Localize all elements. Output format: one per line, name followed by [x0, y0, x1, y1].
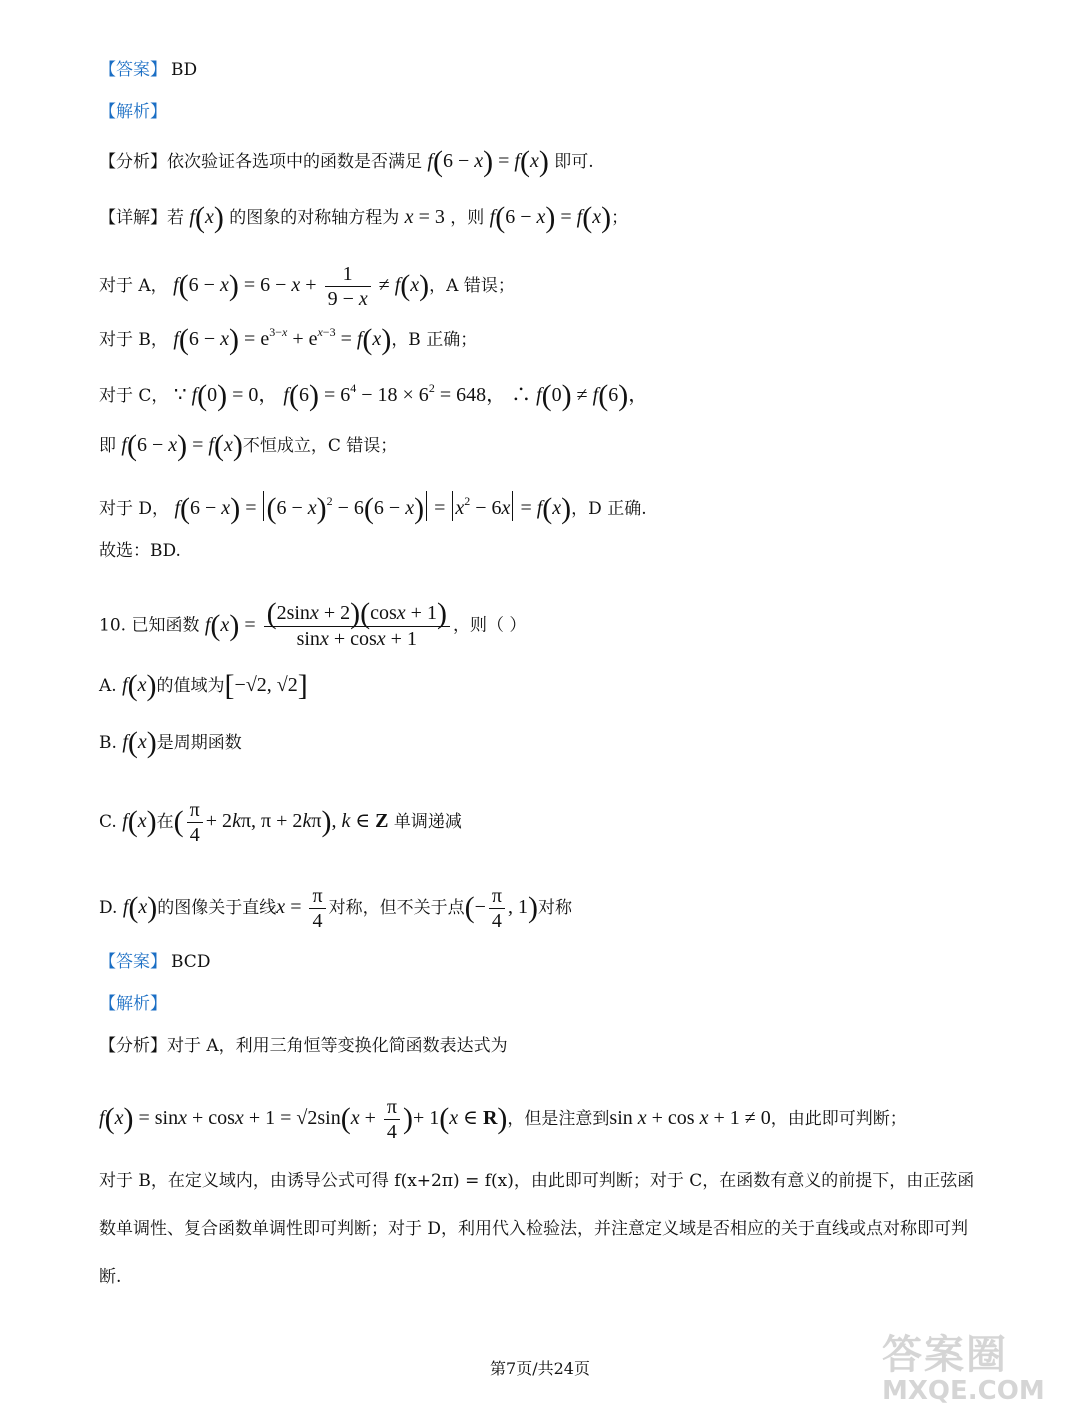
- q10-answer: [99, 949, 210, 975]
- xiangjie-mid2: ，则: [450, 208, 485, 228]
- fenxi-text: 【分析】依次验证各选项中的函数是否满足: [99, 152, 422, 172]
- math-q10-C-interval: ( $\frac{\pi}{4}$ + 2kπ, π + 2kπ), k ∈ Z: [173, 799, 389, 846]
- math-optA: f(6 − x) = 6 − x + $\frac{1}{9 - x}$ ≠ f(x): [173, 263, 430, 310]
- optC-end: 单调递减: [393, 812, 462, 833]
- xiangjie-mid: 的图象的对称轴方程为: [229, 208, 400, 228]
- watermark-cn: 答案圈: [882, 1332, 1008, 1378]
- q10-fenxi-formula: [99, 1095, 907, 1144]
- math-q10-D-line: x = $\frac{\pi}{4}$: [276, 896, 328, 918]
- answer-tag: 【答案】: [99, 952, 167, 972]
- math-optC-cont: f(6 − x) = f(x): [121, 429, 243, 462]
- q9-fenxi: [99, 145, 594, 178]
- q9-answer: [99, 57, 197, 83]
- q9-optB: [99, 319, 478, 356]
- math-optB: $f(6 - x) = e^{3-x} + e^{x-3} = f(x)$: [173, 323, 392, 356]
- math-sym: f(6 − x) = f(x): [489, 201, 612, 234]
- math-f6x: f(6 − x) = f(x): [427, 145, 549, 178]
- watermark-en: MXQE.COM: [882, 1376, 1045, 1406]
- math-q10-D-point: (− $\frac{\pi}{4}$ , 1): [464, 885, 538, 932]
- q9-optC: [99, 375, 649, 412]
- watermark-logo: [882, 1323, 1062, 1406]
- fenxi-end: 即可.: [554, 152, 594, 172]
- answer-tag: 【答案】: [99, 60, 167, 80]
- math-q10-nonzero: sin x + cos x + 1 ≠ 0: [609, 1107, 771, 1130]
- stem-prefix: 10. 已知函数: [99, 615, 200, 636]
- q9-xiangjie: [99, 201, 629, 234]
- optD-prefix: 对于 D，: [99, 499, 170, 519]
- fenxi-line2-end2: ，由此即可判断；: [770, 1109, 907, 1130]
- q9-optD: [99, 488, 647, 525]
- math-q10-C: f(x): [122, 805, 157, 839]
- optC-text: 在: [156, 812, 174, 833]
- q10-fenxi: 【分析】对于 A，利用三角恒等变换化简函数表达式为: [99, 1036, 508, 1056]
- math-q10-A-fx: f(x): [122, 669, 157, 702]
- math-x3: x = 3: [404, 206, 445, 228]
- stem-suffix: ，则（ ）: [452, 615, 527, 636]
- xiangjie-text: 【详解】若: [99, 208, 184, 228]
- optA-label: A.: [99, 676, 117, 696]
- optB-prefix: 对于 B，: [99, 330, 168, 350]
- optD-label: D.: [99, 898, 118, 919]
- math-q10-A-range: [−√2, √2]: [224, 669, 308, 702]
- math-q10-D-fx: f(x): [122, 891, 158, 925]
- q9-conclusion: 故选：BD.: [99, 541, 181, 561]
- math-optC: ∵ f(0) = 0， $f(6) = 6^4 - 18 \times 6^2 = 648$， ∴ f(0) ≠ f(6)，: [173, 379, 649, 412]
- fenxi-line2-end: ，但是注意到: [507, 1109, 610, 1130]
- math-q10-fx: f(x) = $\frac{(2\sin x + 2)(\cos x + 1)}{\sin x + \cos x + 1}$: [205, 614, 453, 636]
- optA-text: 的值域为: [156, 676, 225, 696]
- q9-analysis-tag: [99, 99, 167, 125]
- analysis-tag: 【解析】: [99, 994, 167, 1014]
- optC-cont-suffix: 不恒成立，C 错误；: [242, 436, 398, 456]
- answer-value: BD: [171, 60, 198, 80]
- optC-label: C.: [99, 812, 117, 833]
- analysis-tag: 【解析】: [99, 102, 167, 122]
- optD-text2: 对称，但不关于点: [328, 898, 465, 919]
- optA-prefix: 对于 A，: [99, 276, 168, 297]
- math-q10-B-fx: f(x): [122, 726, 157, 759]
- q10-optC: [99, 798, 462, 847]
- math-optD: $f(6 - x) = (6 - x)^2 - 6(6 - x) = x^2 - 6x = f(x)$: [174, 492, 572, 525]
- optD-suffix: ，D 正确.: [571, 499, 647, 519]
- optC-prefix: 对于 C，: [99, 386, 169, 406]
- math-fx: f(x): [189, 201, 224, 234]
- answer-value: BCD: [171, 952, 211, 972]
- optD-text1: 的图像关于直线: [157, 898, 277, 919]
- optC-cont: 即: [99, 436, 116, 456]
- q9-optA: [99, 262, 515, 311]
- page-footer: 第7页/共24页: [490, 1359, 590, 1378]
- xiangjie-end: ；: [611, 208, 629, 228]
- optB-text: 是周期函数: [156, 733, 242, 753]
- optB-suffix: ，B 正确；: [391, 330, 478, 350]
- q10-analysis-tag: [99, 991, 167, 1017]
- q10-optA: [99, 669, 308, 702]
- optD-text3: 对称: [537, 898, 572, 919]
- optB-label: B.: [99, 733, 117, 753]
- q9-optC-cont: [99, 429, 398, 462]
- q10-optD: [99, 884, 572, 933]
- q10-stem: [99, 597, 527, 651]
- math-q10-simplified: f(x) = sinx + cosx + 1 = √2sin(x + $\frac{\pi}{4}$ )+ 1(x ∈ R): [99, 1096, 508, 1143]
- optA-suffix: ，A 错误；: [429, 276, 515, 297]
- q10-optB: [99, 726, 242, 759]
- q10-explanation-paragraph: 对于 B，在定义域内，由诱导公式可得 f(x+2π) = f(x)，由此即可判断；对于 C，在函数有意义的前提下，由正弦函数单调性、复合函数单调性即可判断；对于 D，利用代入检验法，并注意定义域是否相应的关于直线或点对称即可判断.: [99, 1171, 975, 1287]
